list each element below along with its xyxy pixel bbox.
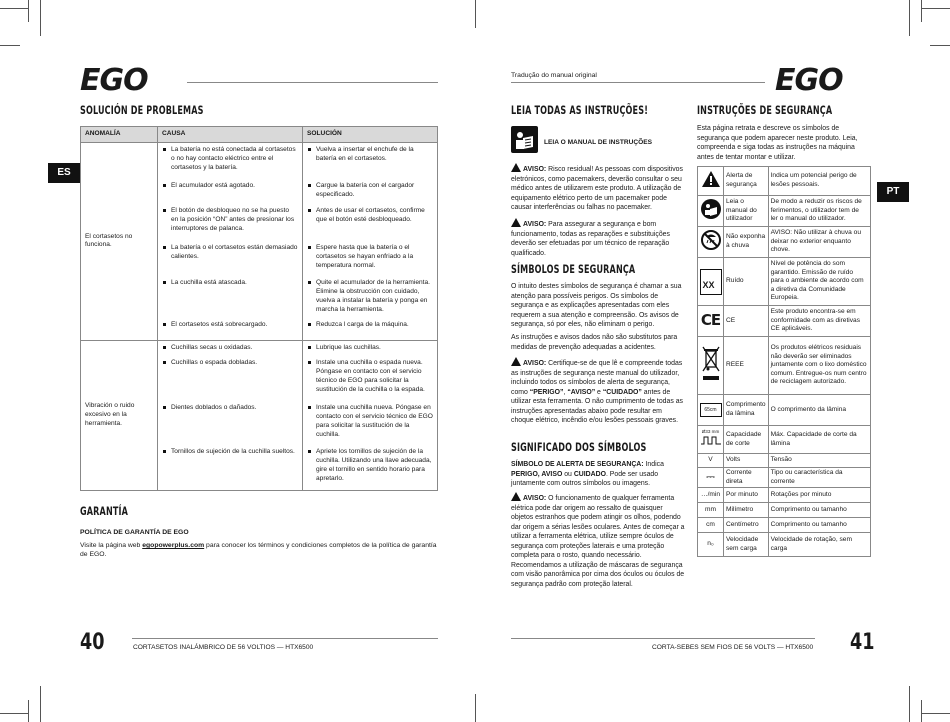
table-row bbox=[698, 533, 871, 557]
alert-paragraph bbox=[511, 460, 686, 489]
warning-triangle-icon bbox=[698, 167, 724, 196]
paragraph: As instruções e avisos dados não são substitutos para medidas de prevenção adequadas a acidentes. bbox=[511, 334, 678, 351]
symbol-description: O comprimento da lâmina bbox=[768, 395, 870, 426]
cause-cell bbox=[158, 142, 303, 340]
alert-text: ou bbox=[562, 470, 574, 478]
table-header-anomaly: ANOMALÍA bbox=[81, 127, 158, 143]
crop-mark bbox=[909, 686, 910, 722]
alert-text: Indica bbox=[643, 461, 664, 468]
table-row bbox=[698, 468, 871, 488]
section-title-troubleshooting: SOLUCIÓN DE PROBLEMAS bbox=[80, 103, 204, 117]
crop-mark bbox=[0, 8, 28, 9]
symbol-description: Rotações por minuto bbox=[768, 488, 870, 503]
symbol-description: Tensão bbox=[768, 454, 870, 468]
warranty-text bbox=[80, 541, 438, 559]
footer-right: CORTA-SEBES SEM FIOS DE 56 VOLTS — HTX6500 bbox=[652, 644, 814, 651]
cause-cell bbox=[158, 340, 303, 490]
translation-note: Tradução do manual original bbox=[511, 72, 597, 79]
section-title-warranty: GARANTÍA bbox=[80, 504, 129, 518]
page-number-right: 41 bbox=[850, 630, 875, 655]
list-item: El cortasetos está sobrecargado. bbox=[162, 321, 298, 335]
aviso-paragraph bbox=[511, 163, 686, 213]
table-row bbox=[81, 142, 438, 340]
list-item: El botón de desbloqueo no se ha puesto en la posición “ON” antes de presionar los interruptores de palanca. bbox=[162, 207, 298, 244]
table-row bbox=[698, 518, 871, 533]
list-item: Cargue la batería con el cargador especificado. bbox=[307, 182, 433, 207]
keyword: “PERIGO” bbox=[529, 388, 564, 396]
section-title-safety-instructions: INSTRUÇÕES DE SEGURANÇA bbox=[697, 103, 833, 117]
crop-mark bbox=[909, 0, 910, 36]
warning-triangle-icon bbox=[511, 492, 521, 501]
table-row bbox=[698, 488, 871, 503]
ego-logo: EGO bbox=[80, 63, 148, 98]
header-rule bbox=[511, 82, 765, 83]
crop-mark bbox=[921, 700, 922, 722]
aviso-paragraph bbox=[511, 492, 686, 589]
language-tab-es: ES bbox=[48, 163, 80, 183]
read-manual-label: LEIA O MANUAL DE INSTRUÇÕES bbox=[544, 139, 653, 146]
direct-current-icon: ⎓ bbox=[698, 468, 724, 488]
crop-mark bbox=[930, 45, 950, 46]
aviso-paragraph bbox=[511, 218, 686, 258]
warranty-text-start: Visite la página web bbox=[80, 542, 143, 549]
symbol-description: Nível de potência do som garantido. Emissão de ruído para o ambiente de acordo com a diretiva da Comunidade Europeia. bbox=[768, 258, 870, 306]
list-item: Dientes doblados o dañados. bbox=[162, 404, 298, 448]
cutting-capacity-icon: Ø33 mm bbox=[698, 426, 724, 454]
crop-mark bbox=[28, 700, 29, 722]
solution-cell bbox=[303, 340, 438, 490]
symbol-name: Alerta de segurança bbox=[724, 167, 769, 196]
table-header-solution: SOLUCIÓN bbox=[303, 127, 438, 143]
weee-bin-icon bbox=[698, 337, 724, 395]
table-row bbox=[698, 258, 871, 306]
troubleshooting-table bbox=[80, 126, 438, 491]
symbol-name: Corrente direta bbox=[724, 468, 769, 488]
table-row bbox=[81, 340, 438, 490]
list-item: El acumulador está agotado. bbox=[162, 182, 298, 207]
section-title-safety-symbols: SÍMBOLOS DE SEGURANÇA bbox=[511, 262, 636, 276]
aviso-text: Risco residual! As pessoas com dispositivos eletrónicos, como pacemakers, deverão consultar o seu médico antes de utilizarem este produto. A utilização de equipamento elétrico perto de um pacemaker pode causar interferências ou falhas no pacemaker. bbox=[511, 166, 683, 212]
aviso-paragraph: AVISO: Certifique-se de que lê e compreende todas as instruções de segurança neste manual do utilizador, incluindo todos os símbolos de alerta de segurança, como “PERIGO”, “AVISO” e “CUIDADO” antes de utilizar esta ferramenta. O não cumprimento de todas as instruções apresentadas abaixo pode resultar em choque elétrico, incêndio e/ou lesões pessoais graves. bbox=[511, 357, 686, 426]
list-item: Vuelva a insertar el enchufe de la batería en el cortasetos. bbox=[307, 146, 433, 182]
crop-mark bbox=[40, 0, 41, 36]
noise-level-icon bbox=[698, 258, 724, 306]
crop-mark bbox=[475, 0, 476, 28]
symbol-description: Velocidade de rotação, sem carga bbox=[768, 533, 870, 557]
paragraph: O intuito destes símbolos de segurança é chamar a sua atenção para possíveis perigos. Os símbolos de segurança e as explicações apresentadas com eles requerem a sua atenção e compreensão. Os avisos de segurança, só por eles, não eliminam o perigo. bbox=[511, 283, 682, 329]
anomaly-cell: El cortasetos no funciona. bbox=[81, 142, 158, 340]
table-row bbox=[698, 426, 871, 454]
millimeter-icon: mm bbox=[698, 503, 724, 518]
symbol-name: Capacidade de corte bbox=[724, 426, 769, 454]
list-item: Tornillos de sujeción de la cuchilla sueltos. bbox=[162, 448, 298, 488]
symbol-name: Milímetro bbox=[724, 503, 769, 518]
table-row bbox=[698, 306, 871, 337]
footer-left: CORTASETOS INALÁMBRICO DE 56 VOLTIOS — HTX6500 bbox=[133, 644, 314, 651]
symbol-description: AVISO: Não utilizar à chuva ou deixar no exterior enquanto chove. bbox=[768, 227, 870, 258]
list-item: La batería no está conectada al cortasetos o no hay contacto eléctrico entre el cortasetos y la batería. bbox=[162, 146, 298, 182]
keyword: “CUIDADO” bbox=[602, 388, 642, 396]
crop-mark bbox=[40, 686, 41, 722]
warning-triangle-icon bbox=[511, 163, 521, 172]
ce-mark-icon: CE bbox=[698, 306, 724, 337]
list-item: Instale una cuchilla nueva. Póngase en contacto con el servicio técnico de EGO para solicitar la sustitución de la cuchilla. bbox=[307, 404, 433, 448]
keyword: PERIGO, AVISO bbox=[511, 470, 563, 478]
table-header-cause: CAUSA bbox=[158, 127, 303, 143]
noise-level-value: XX bbox=[702, 279, 715, 290]
symbol-name: Não exponha à chuva bbox=[724, 227, 769, 258]
page-number-left: 40 bbox=[80, 630, 105, 655]
crop-mark bbox=[475, 694, 476, 722]
symbols-table bbox=[697, 166, 871, 557]
list-item: Quite el acumulador de la herramienta. Elimine la obstrucción con cuidado, vuelva a instalar la batería y ponga en marcha la herramienta. bbox=[307, 279, 433, 321]
symbol-description: Tipo ou característica da corrente bbox=[768, 468, 870, 488]
per-minute-icon: …/min bbox=[698, 488, 724, 503]
list-item: Apriete los tornillos de sujeción de la cuchilla. Utilizando una llave adecuada, gire el tornillo en sentido horario para apretarlo. bbox=[307, 448, 433, 488]
aviso-text: Para assegurar a segurança e bom funcionamento, todas as reparações e substituições deverão ser efetuadas por um técnico de reparação qualificado. bbox=[511, 221, 670, 257]
symbol-description: Comprimento ou tamanho bbox=[768, 503, 870, 518]
symbol-name: CE bbox=[724, 306, 769, 337]
footer-rule bbox=[132, 638, 438, 639]
symbol-name: Por minuto bbox=[724, 488, 769, 503]
crop-mark bbox=[0, 45, 20, 46]
list-item: Reduzca l carga de la máquina. bbox=[307, 321, 433, 335]
read-manual-icon bbox=[698, 196, 724, 227]
crop-mark bbox=[921, 0, 922, 22]
ego-logo: EGO bbox=[775, 63, 843, 98]
crop-mark bbox=[922, 8, 950, 9]
warranty-link[interactable]: egopowerplus.com bbox=[142, 542, 205, 549]
table-row bbox=[698, 227, 871, 258]
symbol-name: Centímetro bbox=[724, 518, 769, 533]
keyword: CUIDADO bbox=[573, 470, 606, 478]
table-row bbox=[698, 503, 871, 518]
aviso-label: AVISO: bbox=[523, 221, 547, 228]
table-row bbox=[698, 395, 871, 426]
table-row bbox=[698, 337, 871, 395]
list-item: Antes de usar el cortasetos, confirme que el botón esté desbloqueado. bbox=[307, 207, 433, 244]
aviso-label: AVISO: bbox=[523, 360, 547, 367]
aviso-label: AVISO: bbox=[523, 495, 547, 502]
crop-mark bbox=[922, 713, 950, 714]
anomaly-cell: Vibración o ruido excesivo en la herramienta. bbox=[81, 340, 158, 490]
symbol-description: Este produto encontra-se em conformidade com as diretivas CE aplicáveis. bbox=[768, 306, 870, 337]
paragraph: Esta página retrata e descreve os símbolos de segurança que podem aparecer neste produto. Leia, compreenda e siga todas as instruções na máquina antes de tentar montar e utilizar. bbox=[697, 125, 858, 161]
symbol-description: Máx. Capacidade de corte da lâmina bbox=[768, 426, 870, 454]
table-row bbox=[698, 196, 871, 227]
symbol-name: Comprimento da lâmina bbox=[724, 395, 769, 426]
list-item: La batería o el cortasetos están demasiado calientes. bbox=[162, 244, 298, 279]
table-row bbox=[698, 454, 871, 468]
aviso-text: Certifique-se de que lê e compreende todas as instruções de segurança neste manual do utilizador, incluindo todos os símbolos de alerta de segurança, como bbox=[511, 360, 683, 396]
symbol-description: Indica um potencial perigo de lesões pessoais. bbox=[768, 167, 870, 196]
keyword: “AVISO” bbox=[567, 388, 596, 396]
list-item: Instale una cuchilla o espada nueva. Póngase en contacto con el servicio técnico de EGO para solicitar la sustitución de la cuchilla o la espada. bbox=[307, 359, 433, 404]
symbol-name: Volts bbox=[724, 454, 769, 468]
warning-triangle-icon bbox=[511, 357, 521, 366]
symbol-description: Comprimento ou tamanho bbox=[768, 518, 870, 533]
alert-label: SÍMBOLO DE ALERTA DE SEGURANÇA: bbox=[511, 461, 644, 468]
list-item: La cuchilla está atascada. bbox=[162, 279, 298, 321]
warranty-text-end: para conocer los términos y condiciones completos de la política de garantía de EGO. bbox=[80, 542, 437, 559]
solution-cell bbox=[303, 142, 438, 340]
header-rule bbox=[187, 82, 438, 83]
symbol-name: Leia o manual do utilizador bbox=[724, 196, 769, 227]
symbol-name: REEE bbox=[724, 337, 769, 395]
read-manual-icon bbox=[511, 126, 538, 153]
table-row bbox=[698, 167, 871, 196]
footer-rule bbox=[511, 638, 815, 639]
no-rain-icon bbox=[698, 227, 724, 258]
warning-triangle-icon bbox=[511, 218, 521, 227]
crop-mark bbox=[0, 713, 28, 714]
centimeter-icon: cm bbox=[698, 518, 724, 533]
symbol-name: Velocidade sem carga bbox=[724, 533, 769, 557]
aviso-text: antes de utilizar esta ferramenta. O não cumprimento de todas as instruções apresentadas abaixo pode resultar em choque elétrico, incêndio e/ou lesões pessoais graves. bbox=[511, 388, 683, 425]
symbol-description: Os produtos elétricos residuais não deverão ser eliminados juntamente com o lixo doméstico comum. Entregue-os num centro de reciclagem autorizado. bbox=[768, 337, 870, 395]
symbol-description: De modo a reduzir os riscos de ferimentos, o utilizador tem de ler o manual do utilizador. bbox=[768, 196, 870, 227]
aviso-text: O funcionamento de qualquer ferramenta elétrica pode dar origem ao ressalto de quaisquer objetos estranhos que podem atingir os olhos, podendo dar origem a sérias lesões oculares. Antes de começar a utilizar a ferramenta elétrica, utilize sempre óculos de segurança com proteções laterais e uma proteção completa para o rosto, quando necessário. Recomendamos a utilização de máscaras de segurança com visão panorâmica por cima dos óculos ou óculos de segurança padrão com proteção lateral. bbox=[511, 495, 685, 588]
blade-length-icon: 65cm bbox=[698, 395, 724, 426]
section-title-symbol-meaning: SIGNIFICADO DOS SÍMBOLOS bbox=[511, 440, 647, 454]
list-item: Espere hasta que la batería o el cortasetos se hayan enfriado a la temperatura normal. bbox=[307, 244, 433, 279]
no-load-speed-icon: n₀ bbox=[698, 533, 724, 557]
list-item: Cuchillas secas u oxidadas. bbox=[162, 344, 298, 359]
warranty-subtitle: POLÍTICA DE GARANTÍA DE EGO bbox=[80, 529, 189, 536]
symbol-name: Ruído bbox=[724, 258, 769, 306]
crop-mark bbox=[28, 0, 29, 22]
section-title-read-instructions: LEIA TODAS AS INSTRUÇÕES! bbox=[511, 103, 649, 117]
alert-text: . Pode ser usado juntamente com outros símbolos ou imagens. bbox=[511, 470, 659, 488]
aviso-label: AVISO: bbox=[523, 166, 547, 173]
language-tab-pt: PT bbox=[877, 182, 909, 202]
volts-icon: V bbox=[698, 454, 724, 468]
list-item: Lubrique las cuchillas. bbox=[307, 344, 433, 359]
list-item: Cuchillas o espada dobladas. bbox=[162, 359, 298, 404]
